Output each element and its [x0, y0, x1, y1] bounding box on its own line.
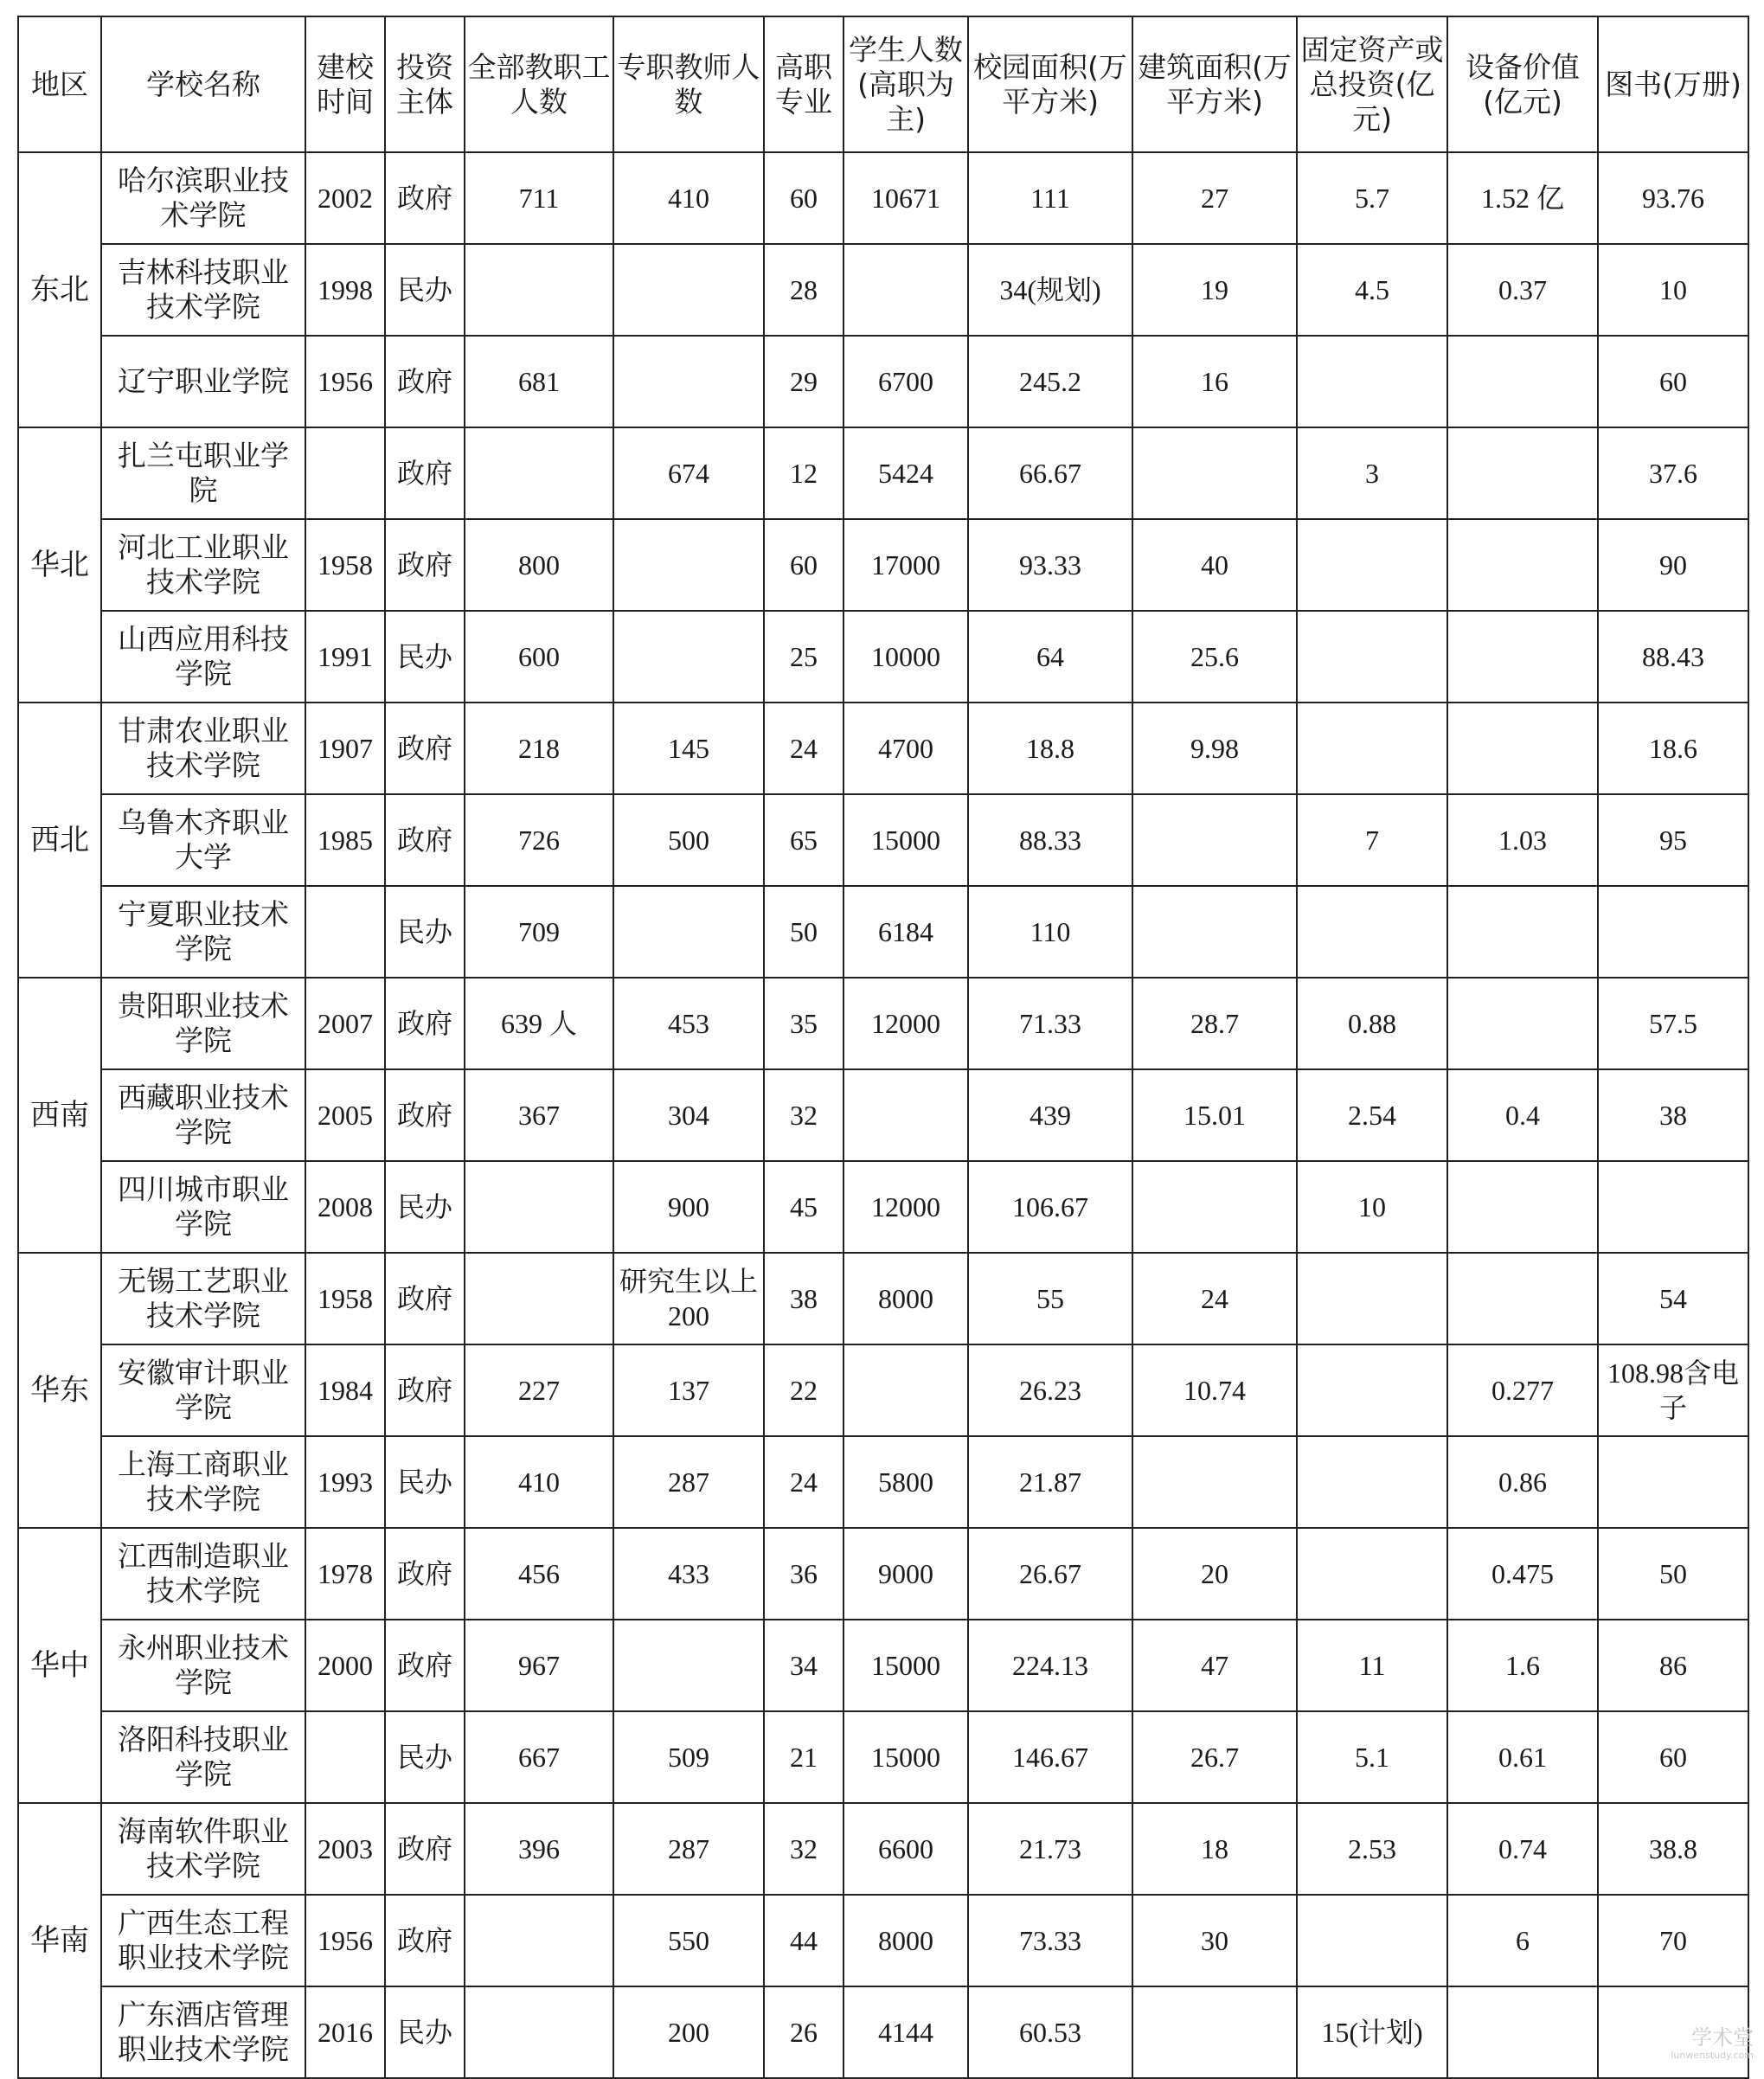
table-cell: 38 — [764, 1253, 844, 1344]
table-cell — [1297, 886, 1447, 978]
table-cell: 95 — [1598, 794, 1748, 886]
table-cell: 研究生以上 200 — [613, 1253, 764, 1344]
table-cell: 45 — [764, 1161, 844, 1253]
table-cell — [844, 1069, 968, 1161]
table-cell: 674 — [613, 427, 764, 519]
school-name-cell: 四川城市职业学院 — [101, 1161, 305, 1253]
table-cell — [465, 1986, 613, 2078]
table-cell — [465, 427, 613, 519]
table-cell: 55 — [968, 1253, 1132, 1344]
table-cell — [1297, 1436, 1447, 1528]
table-cell: 10 — [1297, 1161, 1447, 1253]
table-cell: 410 — [613, 152, 764, 244]
table-row — [18, 1253, 1748, 1344]
table-cell: 30 — [1132, 1895, 1297, 1986]
school-name-cell: 洛阳科技职业学院 — [101, 1711, 305, 1803]
table-row — [18, 1436, 1748, 1528]
table-cell — [613, 1620, 764, 1711]
table-cell: 0.88 — [1297, 978, 1447, 1069]
table-cell: 396 — [465, 1803, 613, 1895]
school-name-cell: 山西应用科技学院 — [101, 611, 305, 703]
table-cell — [613, 519, 764, 611]
table-cell: 1998 — [305, 244, 385, 336]
table-cell — [613, 336, 764, 427]
table-cell — [1297, 1528, 1447, 1620]
table-cell: 367 — [465, 1069, 613, 1161]
table-cell — [465, 1253, 613, 1344]
table-cell: 政府 — [385, 1803, 465, 1895]
table-row — [18, 1069, 1748, 1161]
table-row — [18, 1620, 1748, 1711]
table-cell: 800 — [465, 519, 613, 611]
table-cell: 4144 — [844, 1986, 968, 2078]
table-cell: 60 — [1598, 336, 1748, 427]
table-cell: 304 — [613, 1069, 764, 1161]
column-header: 固定资产或总投资(亿元) — [1297, 16, 1447, 152]
table-cell: 224.13 — [968, 1620, 1132, 1711]
table-cell: 民办 — [385, 886, 465, 978]
school-name-cell: 吉林科技职业技术学院 — [101, 244, 305, 336]
table-cell: 3 — [1297, 427, 1447, 519]
table-cell: 1.6 — [1447, 1620, 1598, 1711]
table-cell: 9.98 — [1132, 703, 1297, 794]
table-cell: 1958 — [305, 1253, 385, 1344]
table-row — [18, 611, 1748, 703]
table-cell — [1297, 1344, 1447, 1436]
table-row — [18, 703, 1748, 794]
table-cell: 15000 — [844, 1620, 968, 1711]
table-cell — [613, 886, 764, 978]
table-cell: 8000 — [844, 1895, 968, 1986]
school-name-cell: 无锡工艺职业技术学院 — [101, 1253, 305, 1344]
table-cell — [305, 886, 385, 978]
column-header: 全部教职工人数 — [465, 16, 613, 152]
school-name-cell: 宁夏职业技术学院 — [101, 886, 305, 978]
table-cell: 71.33 — [968, 978, 1132, 1069]
region-cell: 华南 — [18, 1803, 101, 2078]
table-cell: 65 — [764, 794, 844, 886]
table-cell: 12000 — [844, 978, 968, 1069]
table-cell: 6184 — [844, 886, 968, 978]
table-cell: 50 — [764, 886, 844, 978]
table-cell: 137 — [613, 1344, 764, 1436]
table-cell — [844, 1344, 968, 1436]
school-name-cell: 广东酒店管理职业技术学院 — [101, 1986, 305, 2078]
table-cell: 1984 — [305, 1344, 385, 1436]
table-cell: 967 — [465, 1620, 613, 1711]
table-row — [18, 794, 1748, 886]
table-row — [18, 244, 1748, 336]
table-row — [18, 1711, 1748, 1803]
table-cell: 7 — [1297, 794, 1447, 886]
school-name-cell: 海南软件职业技术学院 — [101, 1803, 305, 1895]
table-cell: 4700 — [844, 703, 968, 794]
table-cell: 20 — [1132, 1528, 1297, 1620]
table-cell: 667 — [465, 1711, 613, 1803]
table-cell: 29 — [764, 336, 844, 427]
table-cell: 60 — [764, 519, 844, 611]
table-cell: 民办 — [385, 244, 465, 336]
table-cell: 37.6 — [1598, 427, 1748, 519]
column-header: 地区 — [18, 16, 101, 152]
table-cell: 2000 — [305, 1620, 385, 1711]
table-cell: 0.277 — [1447, 1344, 1598, 1436]
school-name-cell: 辽宁职业学院 — [101, 336, 305, 427]
column-header: 学校名称 — [101, 16, 305, 152]
table-cell: 639 人 — [465, 978, 613, 1069]
table-cell: 726 — [465, 794, 613, 886]
region-cell: 西南 — [18, 978, 101, 1253]
table-cell — [1297, 1895, 1447, 1986]
table-cell: 60 — [764, 152, 844, 244]
table-cell — [1447, 1986, 1598, 2078]
school-name-cell: 哈尔滨职业技术学院 — [101, 152, 305, 244]
table-cell: 73.33 — [968, 1895, 1132, 1986]
school-name-cell: 乌鲁木齐职业大学 — [101, 794, 305, 886]
table-cell: 11 — [1297, 1620, 1447, 1711]
table-cell: 26 — [764, 1986, 844, 2078]
table-cell: 6700 — [844, 336, 968, 427]
table-cell — [1132, 1986, 1297, 2078]
table-cell: 1.52 亿 — [1447, 152, 1598, 244]
table-row — [18, 886, 1748, 978]
table-cell: 12 — [764, 427, 844, 519]
table-cell: 0.74 — [1447, 1803, 1598, 1895]
table-cell: 18 — [1132, 1803, 1297, 1895]
table-cell: 145 — [613, 703, 764, 794]
school-name-cell: 江西制造职业技术学院 — [101, 1528, 305, 1620]
table-cell: 22 — [764, 1344, 844, 1436]
table-cell: 64 — [968, 611, 1132, 703]
table-cell: 民办 — [385, 1986, 465, 2078]
table-cell: 26.23 — [968, 1344, 1132, 1436]
table-cell: 4.5 — [1297, 244, 1447, 336]
table-cell: 90 — [1598, 519, 1748, 611]
table-cell: 38 — [1598, 1069, 1748, 1161]
table-row — [18, 427, 1748, 519]
table-cell — [1447, 978, 1598, 1069]
watermark-url: lunwenstudy.com — [1671, 2050, 1754, 2061]
table-cell: 93.76 — [1598, 152, 1748, 244]
table-cell: 12000 — [844, 1161, 968, 1253]
region-cell: 东北 — [18, 152, 101, 427]
table-cell — [465, 1895, 613, 1986]
column-header: 投资主体 — [385, 16, 465, 152]
table-cell: 政府 — [385, 978, 465, 1069]
table-cell: 111 — [968, 152, 1132, 244]
table-cell: 0.4 — [1447, 1069, 1598, 1161]
table-cell: 60.53 — [968, 1986, 1132, 2078]
region-cell: 华中 — [18, 1528, 101, 1803]
table-cell: 40 — [1132, 519, 1297, 611]
table-cell: 15000 — [844, 1711, 968, 1803]
table-cell: 15000 — [844, 794, 968, 886]
table-cell: 政府 — [385, 794, 465, 886]
table-cell — [465, 244, 613, 336]
table-cell — [1132, 1436, 1297, 1528]
table-cell: 200 — [613, 1986, 764, 2078]
table-cell: 0.475 — [1447, 1528, 1598, 1620]
table-cell: 1956 — [305, 1895, 385, 1986]
table-cell: 88.43 — [1598, 611, 1748, 703]
table-cell: 410 — [465, 1436, 613, 1528]
school-name-cell: 扎兰屯职业学院 — [101, 427, 305, 519]
table-body — [18, 152, 1748, 2078]
watermark-brand: 学术堂 — [1691, 2025, 1754, 2050]
table-cell: 60 — [1598, 1711, 1748, 1803]
table-cell: 25 — [764, 611, 844, 703]
table-cell: 44 — [764, 1895, 844, 1986]
table-row — [18, 1986, 1748, 2078]
table-cell: 政府 — [385, 703, 465, 794]
table-cell — [1132, 1161, 1297, 1253]
column-header: 设备价值(亿元) — [1447, 16, 1598, 152]
table-cell: 110 — [968, 886, 1132, 978]
table-cell: 24 — [764, 703, 844, 794]
table-cell: 24 — [764, 1436, 844, 1528]
table-cell: 2007 — [305, 978, 385, 1069]
table-cell: 5424 — [844, 427, 968, 519]
table-cell — [1598, 1436, 1748, 1528]
table-cell — [1297, 1253, 1447, 1344]
table-cell: 32 — [764, 1803, 844, 1895]
table-cell: 19 — [1132, 244, 1297, 336]
table-cell: 17000 — [844, 519, 968, 611]
table-cell: 26.7 — [1132, 1711, 1297, 1803]
table-cell: 433 — [613, 1528, 764, 1620]
table-cell: 86 — [1598, 1620, 1748, 1711]
table-cell: 38.8 — [1598, 1803, 1748, 1895]
table-cell: 6600 — [844, 1803, 968, 1895]
school-name-cell: 上海工商职业技术学院 — [101, 1436, 305, 1528]
table-cell: 25.6 — [1132, 611, 1297, 703]
table-cell — [1447, 519, 1598, 611]
table-row — [18, 519, 1748, 611]
table-cell: 34 — [764, 1620, 844, 1711]
table-cell: 550 — [613, 1895, 764, 1986]
table-cell: 9000 — [844, 1528, 968, 1620]
school-name-cell: 贵阳职业技术学院 — [101, 978, 305, 1069]
region-cell: 华东 — [18, 1253, 101, 1528]
table-cell: 政府 — [385, 1344, 465, 1436]
table-cell: 15(计划) — [1297, 1986, 1447, 2078]
table-cell — [1132, 886, 1297, 978]
table-cell: 27 — [1132, 152, 1297, 244]
table-cell: 15.01 — [1132, 1069, 1297, 1161]
table-cell: 6 — [1447, 1895, 1598, 1986]
table-cell: 36 — [764, 1528, 844, 1620]
table-cell — [305, 1711, 385, 1803]
column-header: 图书(万册) — [1598, 16, 1748, 152]
school-name-cell: 广西生态工程职业技术学院 — [101, 1895, 305, 1986]
table-cell: 政府 — [385, 1620, 465, 1711]
table-cell: 227 — [465, 1344, 613, 1436]
table-cell — [1447, 336, 1598, 427]
table-cell: 10000 — [844, 611, 968, 703]
table-cell: 2.54 — [1297, 1069, 1447, 1161]
table-cell: 10 — [1598, 244, 1748, 336]
table-cell: 2016 — [305, 1986, 385, 2078]
document-page — [17, 16, 1748, 2079]
vocational-colleges-table — [17, 16, 1749, 2079]
table-cell: 8000 — [844, 1253, 968, 1344]
table-cell: 16 — [1132, 336, 1297, 427]
table-cell: 28 — [764, 244, 844, 336]
table-cell: 2002 — [305, 152, 385, 244]
table-cell — [1447, 1253, 1598, 1344]
table-cell: 21.87 — [968, 1436, 1132, 1528]
table-cell — [1447, 427, 1598, 519]
table-cell — [1598, 886, 1748, 978]
table-cell: 5800 — [844, 1436, 968, 1528]
table-cell: 509 — [613, 1711, 764, 1803]
table-cell: 5.1 — [1297, 1711, 1447, 1803]
table-cell: 2008 — [305, 1161, 385, 1253]
table-row — [18, 978, 1748, 1069]
table-cell: 政府 — [385, 519, 465, 611]
table-cell: 民办 — [385, 1436, 465, 1528]
table-cell — [1598, 1161, 1748, 1253]
table-cell: 1958 — [305, 519, 385, 611]
table-cell — [1447, 611, 1598, 703]
table-cell: 2005 — [305, 1069, 385, 1161]
table-row — [18, 1895, 1748, 1986]
table-cell: 66.67 — [968, 427, 1132, 519]
table-cell: 439 — [968, 1069, 1132, 1161]
table-cell: 47 — [1132, 1620, 1297, 1711]
column-header: 校园面积(万平方米) — [968, 16, 1132, 152]
table-cell: 287 — [613, 1436, 764, 1528]
table-cell — [465, 1161, 613, 1253]
column-header: 建校时间 — [305, 16, 385, 152]
table-cell — [305, 427, 385, 519]
table-cell: 民办 — [385, 1161, 465, 1253]
table-cell: 2003 — [305, 1803, 385, 1895]
table-cell — [1297, 703, 1447, 794]
table-cell: 245.2 — [968, 336, 1132, 427]
table-cell: 18.6 — [1598, 703, 1748, 794]
table-cell: 600 — [465, 611, 613, 703]
table-cell: 0.61 — [1447, 1711, 1598, 1803]
table-row — [18, 1161, 1748, 1253]
table-row — [18, 336, 1748, 427]
region-cell: 华北 — [18, 427, 101, 703]
table-cell: 28.7 — [1132, 978, 1297, 1069]
table-cell — [1297, 519, 1447, 611]
table-cell: 50 — [1598, 1528, 1748, 1620]
table-cell — [1297, 611, 1447, 703]
table-cell: 政府 — [385, 427, 465, 519]
region-cell: 西北 — [18, 703, 101, 978]
school-name-cell: 河北工业职业技术学院 — [101, 519, 305, 611]
table-cell: 10671 — [844, 152, 968, 244]
table-cell: 34(规划) — [968, 244, 1132, 336]
table-cell: 1985 — [305, 794, 385, 886]
table-cell: 21 — [764, 1711, 844, 1803]
table-row — [18, 1528, 1748, 1620]
table-cell: 711 — [465, 152, 613, 244]
school-name-cell: 甘肃农业职业技术学院 — [101, 703, 305, 794]
table-cell — [1297, 336, 1447, 427]
table-cell: 453 — [613, 978, 764, 1069]
table-cell: 1993 — [305, 1436, 385, 1528]
table-cell: 146.67 — [968, 1711, 1132, 1803]
table-cell — [1132, 427, 1297, 519]
table-cell: 政府 — [385, 1069, 465, 1161]
table-cell: 民办 — [385, 611, 465, 703]
table-cell: 108.98含电子 — [1598, 1344, 1748, 1436]
table-cell: 1978 — [305, 1528, 385, 1620]
table-cell: 0.86 — [1447, 1436, 1598, 1528]
table-cell: 1991 — [305, 611, 385, 703]
table-cell: 681 — [465, 336, 613, 427]
table-cell — [613, 244, 764, 336]
table-cell: 93.33 — [968, 519, 1132, 611]
column-header: 专职教师人数 — [613, 16, 764, 152]
table-cell: 57.5 — [1598, 978, 1748, 1069]
table-cell: 900 — [613, 1161, 764, 1253]
table-cell: 政府 — [385, 1528, 465, 1620]
table-cell: 政府 — [385, 1895, 465, 1986]
table-cell: 1907 — [305, 703, 385, 794]
table-cell: 88.33 — [968, 794, 1132, 886]
watermark-logo — [1650, 2020, 1754, 2061]
table-cell: 1.03 — [1447, 794, 1598, 886]
table-cell — [613, 611, 764, 703]
table-cell: 民办 — [385, 1711, 465, 1803]
table-cell: 456 — [465, 1528, 613, 1620]
table-cell: 21.73 — [968, 1803, 1132, 1895]
table-cell: 政府 — [385, 1253, 465, 1344]
table-cell: 24 — [1132, 1253, 1297, 1344]
table-cell: 709 — [465, 886, 613, 978]
table-cell: 18.8 — [968, 703, 1132, 794]
table-cell: 218 — [465, 703, 613, 794]
table-row — [18, 152, 1748, 244]
table-cell: 54 — [1598, 1253, 1748, 1344]
school-name-cell: 西藏职业技术学院 — [101, 1069, 305, 1161]
table-cell: 500 — [613, 794, 764, 886]
table-cell: 106.67 — [968, 1161, 1132, 1253]
table-cell: 287 — [613, 1803, 764, 1895]
table-cell — [844, 244, 968, 336]
table-cell: 政府 — [385, 336, 465, 427]
column-header: 建筑面积(万平方米) — [1132, 16, 1297, 152]
table-row — [18, 1803, 1748, 1895]
table-cell — [1132, 794, 1297, 886]
table-cell — [1447, 886, 1598, 978]
table-cell — [1447, 703, 1598, 794]
table-cell: 70 — [1598, 1895, 1748, 1986]
table-cell: 10.74 — [1132, 1344, 1297, 1436]
table-row — [18, 1344, 1748, 1436]
table-cell: 2.53 — [1297, 1803, 1447, 1895]
table-cell: 1956 — [305, 336, 385, 427]
table-cell: 政府 — [385, 152, 465, 244]
table-cell: 26.67 — [968, 1528, 1132, 1620]
table-cell: 32 — [764, 1069, 844, 1161]
table-cell: 0.37 — [1447, 244, 1598, 336]
column-header: 高职专业 — [764, 16, 844, 152]
table-cell — [1447, 1161, 1598, 1253]
table-cell: 35 — [764, 978, 844, 1069]
table-header-row — [18, 16, 1748, 152]
column-header: 学生人数(高职为主) — [844, 16, 968, 152]
school-name-cell: 永州职业技术学院 — [101, 1620, 305, 1711]
table-cell: 5.7 — [1297, 152, 1447, 244]
school-name-cell: 安徽审计职业学院 — [101, 1344, 305, 1436]
